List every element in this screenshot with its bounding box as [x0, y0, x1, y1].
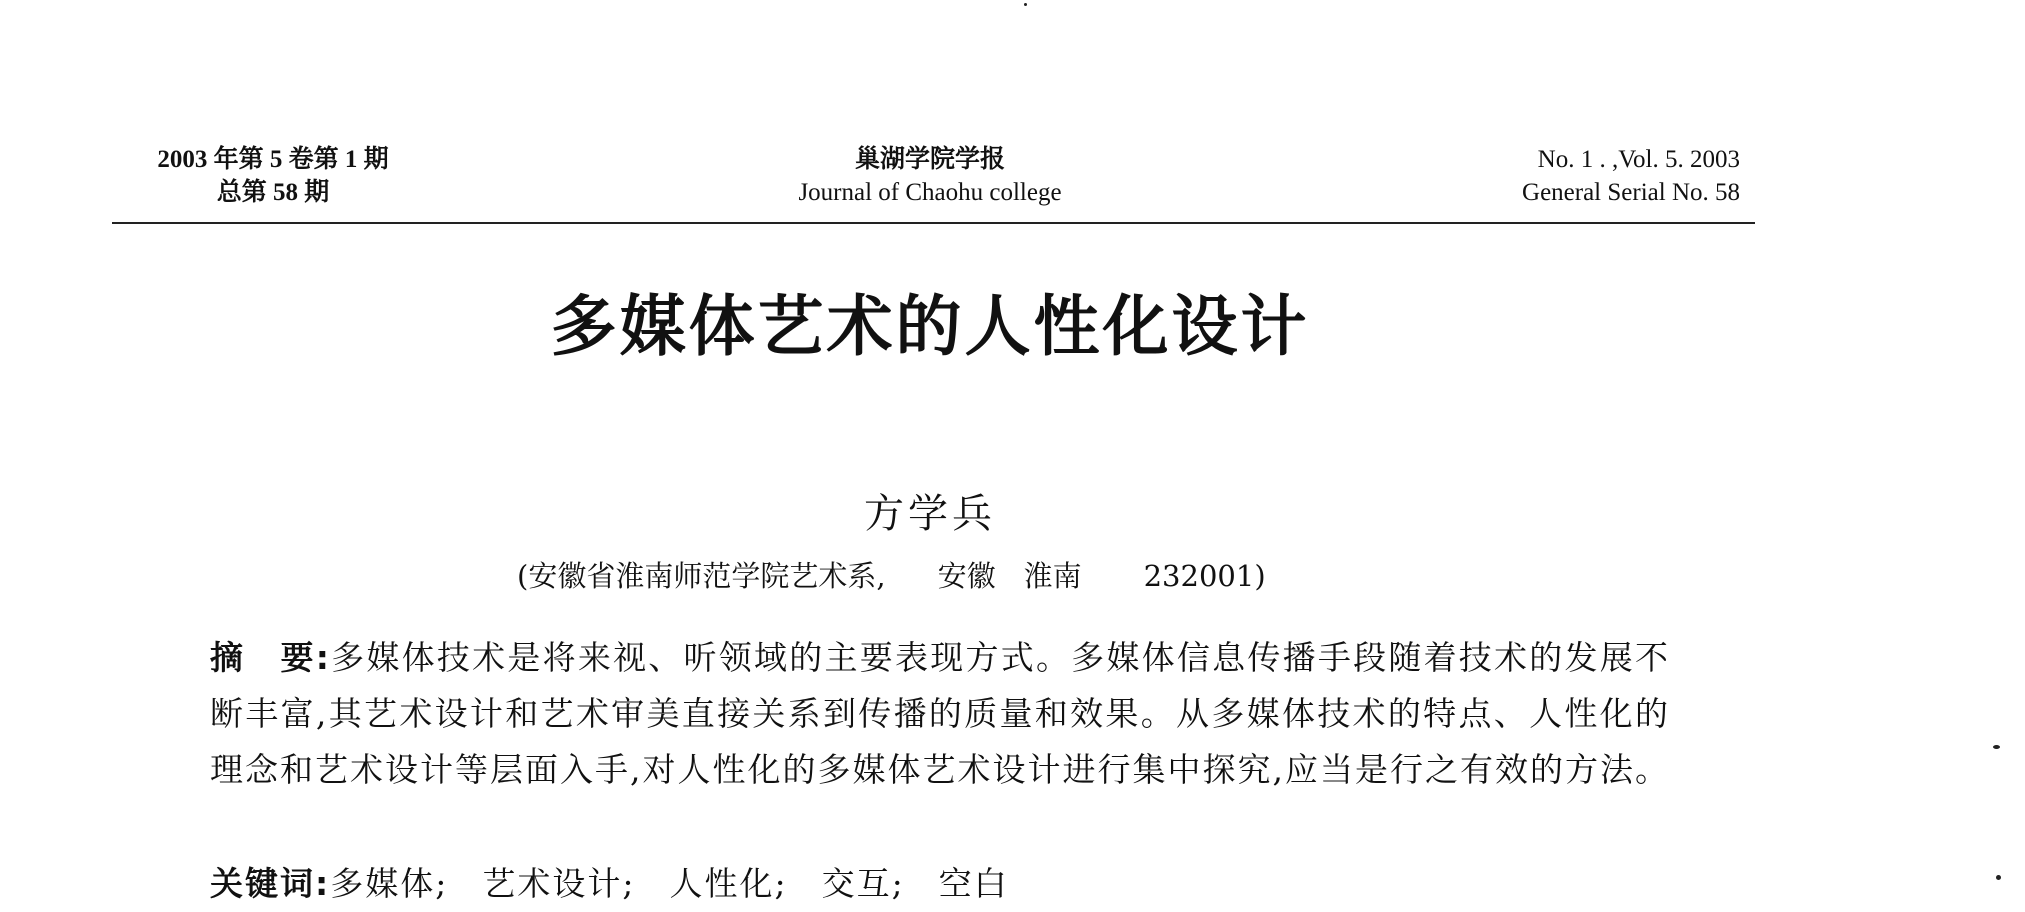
article-title: 多媒体艺术的人性化设计: [550, 288, 1310, 365]
author-name: 方学兵: [864, 491, 996, 537]
affiliation-close-paren: ): [1254, 559, 1266, 593]
issue-info-en: [1440, 143, 1740, 209]
abstract-paragraph: [210, 630, 1670, 798]
affiliation-institution: 安徽省淮南师范学院艺术系,: [528, 559, 886, 593]
issue-volume-cn: 2003 年第 5 卷第 1 期: [157, 146, 389, 173]
journal-name-en: Journal of Chaohu college: [798, 179, 1062, 206]
affiliation-city: 淮南: [1023, 559, 1082, 593]
keyword-item: 多媒体;: [330, 864, 449, 903]
journal-masthead: [760, 143, 1100, 209]
affiliation-postcode: 232001: [1143, 559, 1255, 593]
scan-speck: [1993, 745, 2000, 749]
scan-speck: [1996, 875, 2001, 880]
abstract-label: 摘 要:: [210, 638, 331, 677]
issue-serial-en: General Serial No. 58: [1522, 179, 1740, 206]
issue-info-cn: [128, 143, 418, 209]
author-affiliation: [517, 556, 1357, 596]
header-divider: [112, 222, 1755, 224]
scan-speck: [1024, 3, 1027, 6]
keyword-item: 空白: [938, 864, 1009, 903]
keyword-item: 交互;: [821, 864, 905, 903]
journal-name-cn: 巢湖学院学报: [854, 146, 1005, 173]
keywords-label: 关键词:: [210, 864, 331, 903]
issue-serial-cn: 总第 58 期: [216, 179, 330, 206]
affiliation-open-paren: (: [517, 559, 529, 593]
affiliation-province: 安徽: [937, 559, 996, 593]
abstract-text: 多媒体技术是将来视、听领域的主要表现方式。多媒体信息传播手段随着技术的发展不断丰富,其艺术设计和艺术审美直接关系到传播的质量和效果。从多媒体技术的特点、人性化的理念和艺术设计等层面入手,对人性化的多媒体艺术设计进行集中探究,应当是行之有效的方法。: [210, 638, 1671, 789]
keyword-item: 人性化;: [669, 864, 788, 903]
keywords-line: [210, 856, 1670, 912]
issue-volume-en: No. 1 . ,Vol. 5. 2003: [1537, 146, 1740, 173]
keyword-item: 艺术设计;: [482, 864, 636, 903]
